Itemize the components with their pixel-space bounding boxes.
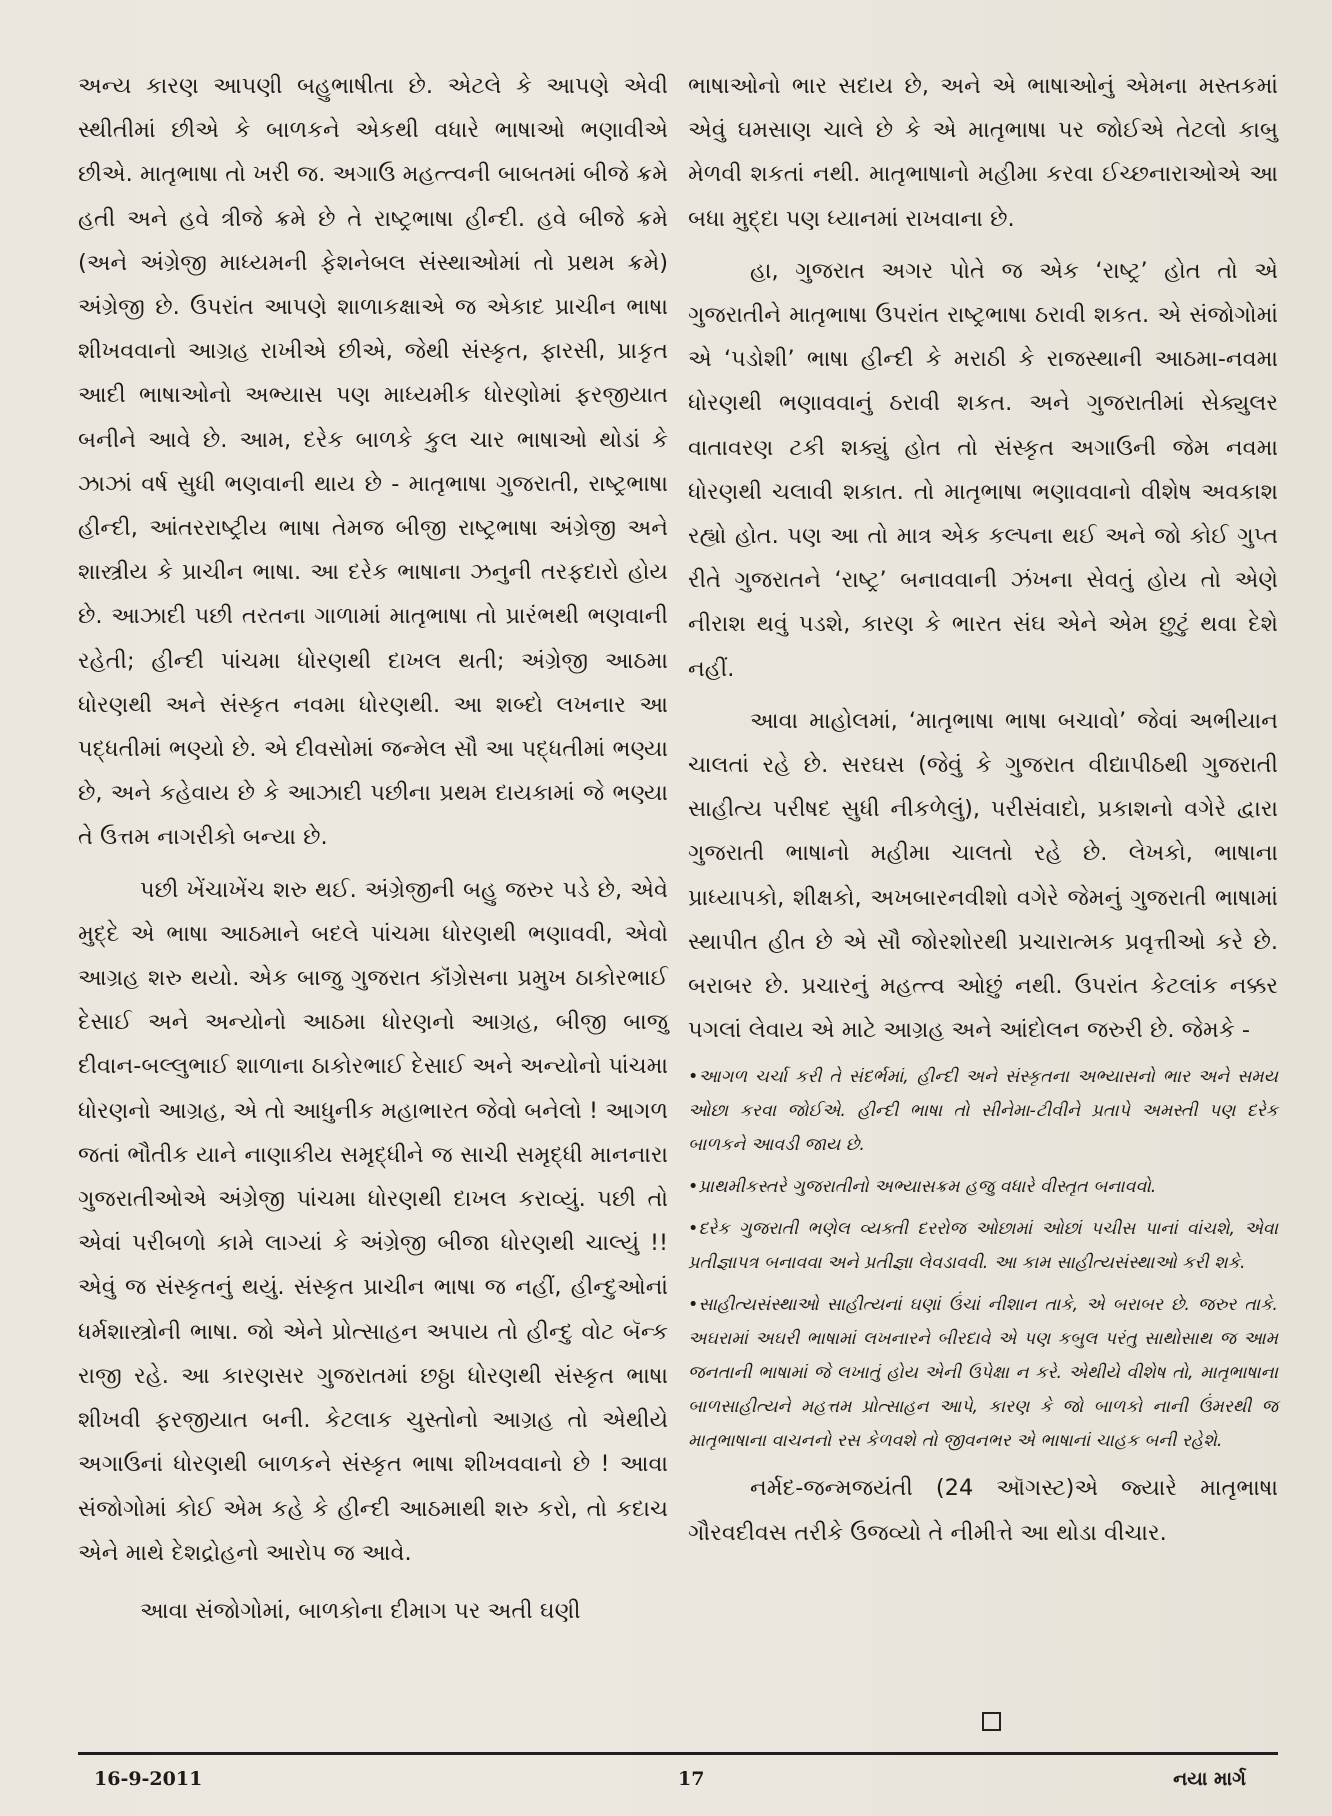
article-column-left [78, 64, 668, 1633]
end-of-article-square-icon [982, 1712, 1001, 1731]
list-item: • સાહીત્યસંસ્થાઓ સાહીત્યનાં ઘણાં ઉંચાં નીશાન તાકે, એ બરાબર છે. જરુર તાકે. અઘરામાં અઘરી ભાષામાં લખનારને બીરદાવે એ પણ કબુલ પરંતુ સાથોસાથ જ આમ જનતાની ભાષામાં જે લખાતું હોય એની ઉપેક્ષા ન કરે. એથીયે વીશેષ તો, માતૃભાષાના બાળસાહીત્યને મહત્તમ પ્રોત્સાહન આપે, કારણ કે જો બાળકો નાની ઉંમરથી જ માતૃભાષાના વાચનનો રસ કેળવશે તો જીવનભર એ ભાષાનાં ચાહક બની રહેશે. [688, 1288, 1278, 1458]
page-number: 17 [678, 1768, 705, 1790]
closing-paragraph: નર્મદ-જન્મજયંતી (24 ઑગસ્ટ)એ જ્યારે માતૃભાષા ગૌરવદીવસ તરીકે ઉજવ્યો તે નીમીત્તે આ થોડા વીચાર. [688, 1475, 1278, 1546]
body-paragraph: આવા સંજોગોમાં, બાળકોના દીમાગ પર અતી ઘણી [140, 1597, 581, 1624]
list-item: • પ્રાથમીકસ્તરે ગુજરાતીનો અભ્યાસક્રમ હજુ વધારે વીસ્તૃત બનાવવો. [688, 1170, 1278, 1204]
list-item: • આગળ ચર્ચા કરી તે સંદર્ભમાં, હીન્દી અને સંસ્કૃતના અભ્યાસનો ભાર અને સમય ઓછા કરવા જોઈએ. હીન્દી ભાષા તો સીનેમા-ટીવીને પ્રતાપે અમસ્તી પણ દરેક બાળકને આવડી જાય છે. [688, 1060, 1278, 1162]
body-paragraph: આવા માહોલમાં, ‘માતૃભાષા ભાષા બચાવો’ જેવાં અભીયાન ચાલતાં રહે છે. સરઘસ (જેવું કે ગુજરાત વીદ્યાપીઠથી ગુજરાતી સાહીત્ય પરીષદ સુધી નીકળેલું), પરીસંવાદો, પ્રકાશનો વગેરે દ્વારા ગુજરાતી ભાષાનો મહીમા ચાલતો રહે છે. લેખકો, ભાષાના પ્રાધ્યાપકો, શીક્ષકો, અખબારનવીશો વગેરે જેમનું ગુજરાતી ભાષામાં સ્થાપીત હીત છે એ સૌ જોરશોરથી પ્રચારાત્મક પ્રવૃત્તીઓ કરે છે. બરાબર છે. પ્રચારનું મહત્ત્વ ઓછું નથી. ઉપરાંત કેટલાંક નક્કર પગલાં લેવાય એ માટે આગ્રહ અને આંદોલન જરુરી છે. જેમકે - [688, 707, 1279, 1044]
body-paragraph: પછી ખેંચાખેંચ શરુ થઈ. અંગ્રેજીની બહુ જરુર પડે છે, એવે મુદ્દે એ ભાષા આઠમાને બદલે પાંચમા ધોરણથી ભણાવવી, એવો આગ્રહ શરુ થયો. એક બાજુ ગુજરાત કૉંગ્રેસના પ્રમુખ ઠાકોરભાઈ દેસાઈ અને અન્યોનો આઠમા ધોરણનો આગ્રહ, બીજી બાજુ દીવાન-બલ્લુભાઈ શાળાના ઠાકોરભાઈ દેસાઈ અને અન્યોનો પાંચમા ધોરણનો આગ્રહ, એ તો આધુનીક મહાભારત જેવો બનેલો ! આગળ જતાં ભૌતીક યાને નાણાકીય સમૃદ્ધીને જ સાચી સમૃદ્ધી માનનારા ગુજરાતીઓએ અંગ્રેજી પાંચમા ધોરણથી દાખલ કરાવ્યું. પછી તો એવાં પરીબળો કામે લાગ્યાં કે અંગ્રેજી બીજા ધોરણથી ચાલ્યું !! એવું જ સંસ્કૃતનું થયું. સંસ્કૃત પ્રાચીન ભાષા જ નહીં, હીન્દુઓનાં ધર્મશાસ્ત્રોની ભાષા. જો એને પ્રોત્સાહન અપાય તો હીન્દુ વોટ બૅન્ક રાજી રહે. આ કારણસર ગુજરાતમાં છઠ્ઠા ધોરણથી સંસ્કૃત ભાષા શીખવી ફરજીયાત બની. કેટલાક ચુસ્તોનો આગ્રહ તો એથીયે અગાઉનાં ધોરણથી બાળકને સંસ્કૃત ભાષા શીખવવાનો છે ! આવા સંજોગોમાં કોઈ એમ કહે કે હીન્દી આઠમાથી શરુ કરો, તો કદાચ એને માથે દેશદ્રોહનો આરોપ જ આવે. [78, 876, 668, 1566]
list-item: • દરેક ગુજરાતી ભણેલ વ્યક્તી દરરોજ ઓછામાં ઓછાં પચીસ પાનાં વાંચશે, એવા પ્રતીજ્ઞાપત્ર બનાવવા અને પ્રતીજ્ઞા લેવડાવવી. આ કામ સાહીત્યસંસ્થાઓ કરી શકે. [688, 1212, 1278, 1280]
suggestion-list [688, 1060, 1278, 1458]
article-column-right [688, 64, 1278, 1563]
magazine-name: નયા માર્ગ [1173, 1768, 1246, 1790]
footer-divider [78, 1752, 1278, 1755]
footer-date: 16-9-2011 [94, 1768, 203, 1790]
body-paragraph: અન્ય કારણ આપણી બહુભાષીતા છે. એટલે કે આપણે એવી સ્થીતીમાં છીએ કે બાળકને એકથી વધારે ભાષાઓ ભણાવીએ છીએ. માતૃભાષા તો ખરી જ. અગાઉ મહત્ત્વની બાબતમાં બીજે ક્રમે હતી અને હવે ત્રીજે ક્રમે છે તે રાષ્ટ્રભાષા હીન્દી. હવે બીજે ક્રમે (અને અંગ્રેજી માધ્યમની ફેશનેબલ સંસ્થાઓમાં તો પ્રથમ ક્રમે) અંગ્રેજી છે. ઉપરાંત આપણે શાળાકક્ષાએ જ એકાદ પ્રાચીન ભાષા શીખવવાનો આગ્રહ રાખીએ છીએ, જેથી સંસ્કૃત, ફારસી, પ્રાકૃત આદી ભાષાઓનો અભ્યાસ પણ માધ્યમીક ધોરણોમાં ફરજીયાત બનીને આવે છે. આમ, દરેક બાળકે કુલ ચાર ભાષાઓ થોડાં કે ઝાઝાં વર્ષ સુધી ભણવાની થાય છે - માતૃભાષા ગુજરાતી, રાષ્ટ્રભાષા હીન્દી, આંતરરાષ્ટ્રીય ભાષા તેમજ બીજી રાષ્ટ્રભાષા અંગ્રેજી અને શાસ્ત્રીય કે પ્રાચીન ભાષા. આ દરેક ભાષાના ઝનુની તરફદારો હોય છે. આઝાદી પછી તરતના ગાળામાં માતૃભાષા તો પ્રારંભથી ભણવાની રહેતી; હીન્દી પાંચમા ધોરણથી દાખલ થતી; અંગ્રેજી આઠમા ધોરણથી અને સંસ્કૃત નવમા ધોરણથી. આ શબ્દો લખનાર આ પદ્ધતીમાં ભણ્યો છે. એ દીવસોમાં જન્મેલ સૌ આ પદ્ધતીમાં ભણ્યા છે, અને કહેવાય છે કે આઝાદી પછીના પ્રથમ દાયકામાં જે ભણ્યા તે ઉત્તમ નાગરીકો બન્યા છે. [78, 73, 668, 851]
body-paragraph: હા, ગુજરાત અગર પોતે જ એક ‘રાષ્ટ્ર’ હોત તો એ ગુજરાતીને માતૃભાષા ઉપરાંત રાષ્ટ્રભાષા ઠરાવી શકત. એ સંજોગોમાં એ ‘પડોશી’ ભાષા હીન્દી કે મરાઠી કે રાજસ્થાની આઠમા-નવમા ધોરણથી ભણાવવાનું ઠરાવી શકત. અને ગુજરાતીમાં સેક્યુલર વાતાવરણ ટકી શક્યું હોત તો સંસ્કૃત અગાઉની જેમ નવમા ધોરણથી ચલાવી શકાત. તો માતૃભાષા ભણાવવાનો વીશેષ અવકાશ રહ્યો હોત. પણ આ તો માત્ર એક કલ્પના થઈ અને જો કોઈ ગુપ્ત રીતે ગુજરાતને ‘રાષ્ટ્ર’ બનાવવાની ઝંખના સેવતું હોય તો એણે નીરાશ થવું પડશે, કારણ કે ભારત સંઘ એને એમ છુટું થવા દેશે નહીં. [688, 257, 1278, 682]
body-paragraph: ભાષાઓનો ભાર સદાય છે, અને એ ભાષાઓનું એમના મસ્તકમાં એવું ઘમસાણ ચાલે છે કે એ માતૃભાષા પર જોઈએ તેટલો કાબુ મેળવી શકતાં નથી. માતૃભાષાનો મહીમા કરવા ઈચ્છનારાઓએ આ બધા મુદ્દા પણ ધ્યાનમાં રાખવાના છે. [688, 73, 1278, 232]
